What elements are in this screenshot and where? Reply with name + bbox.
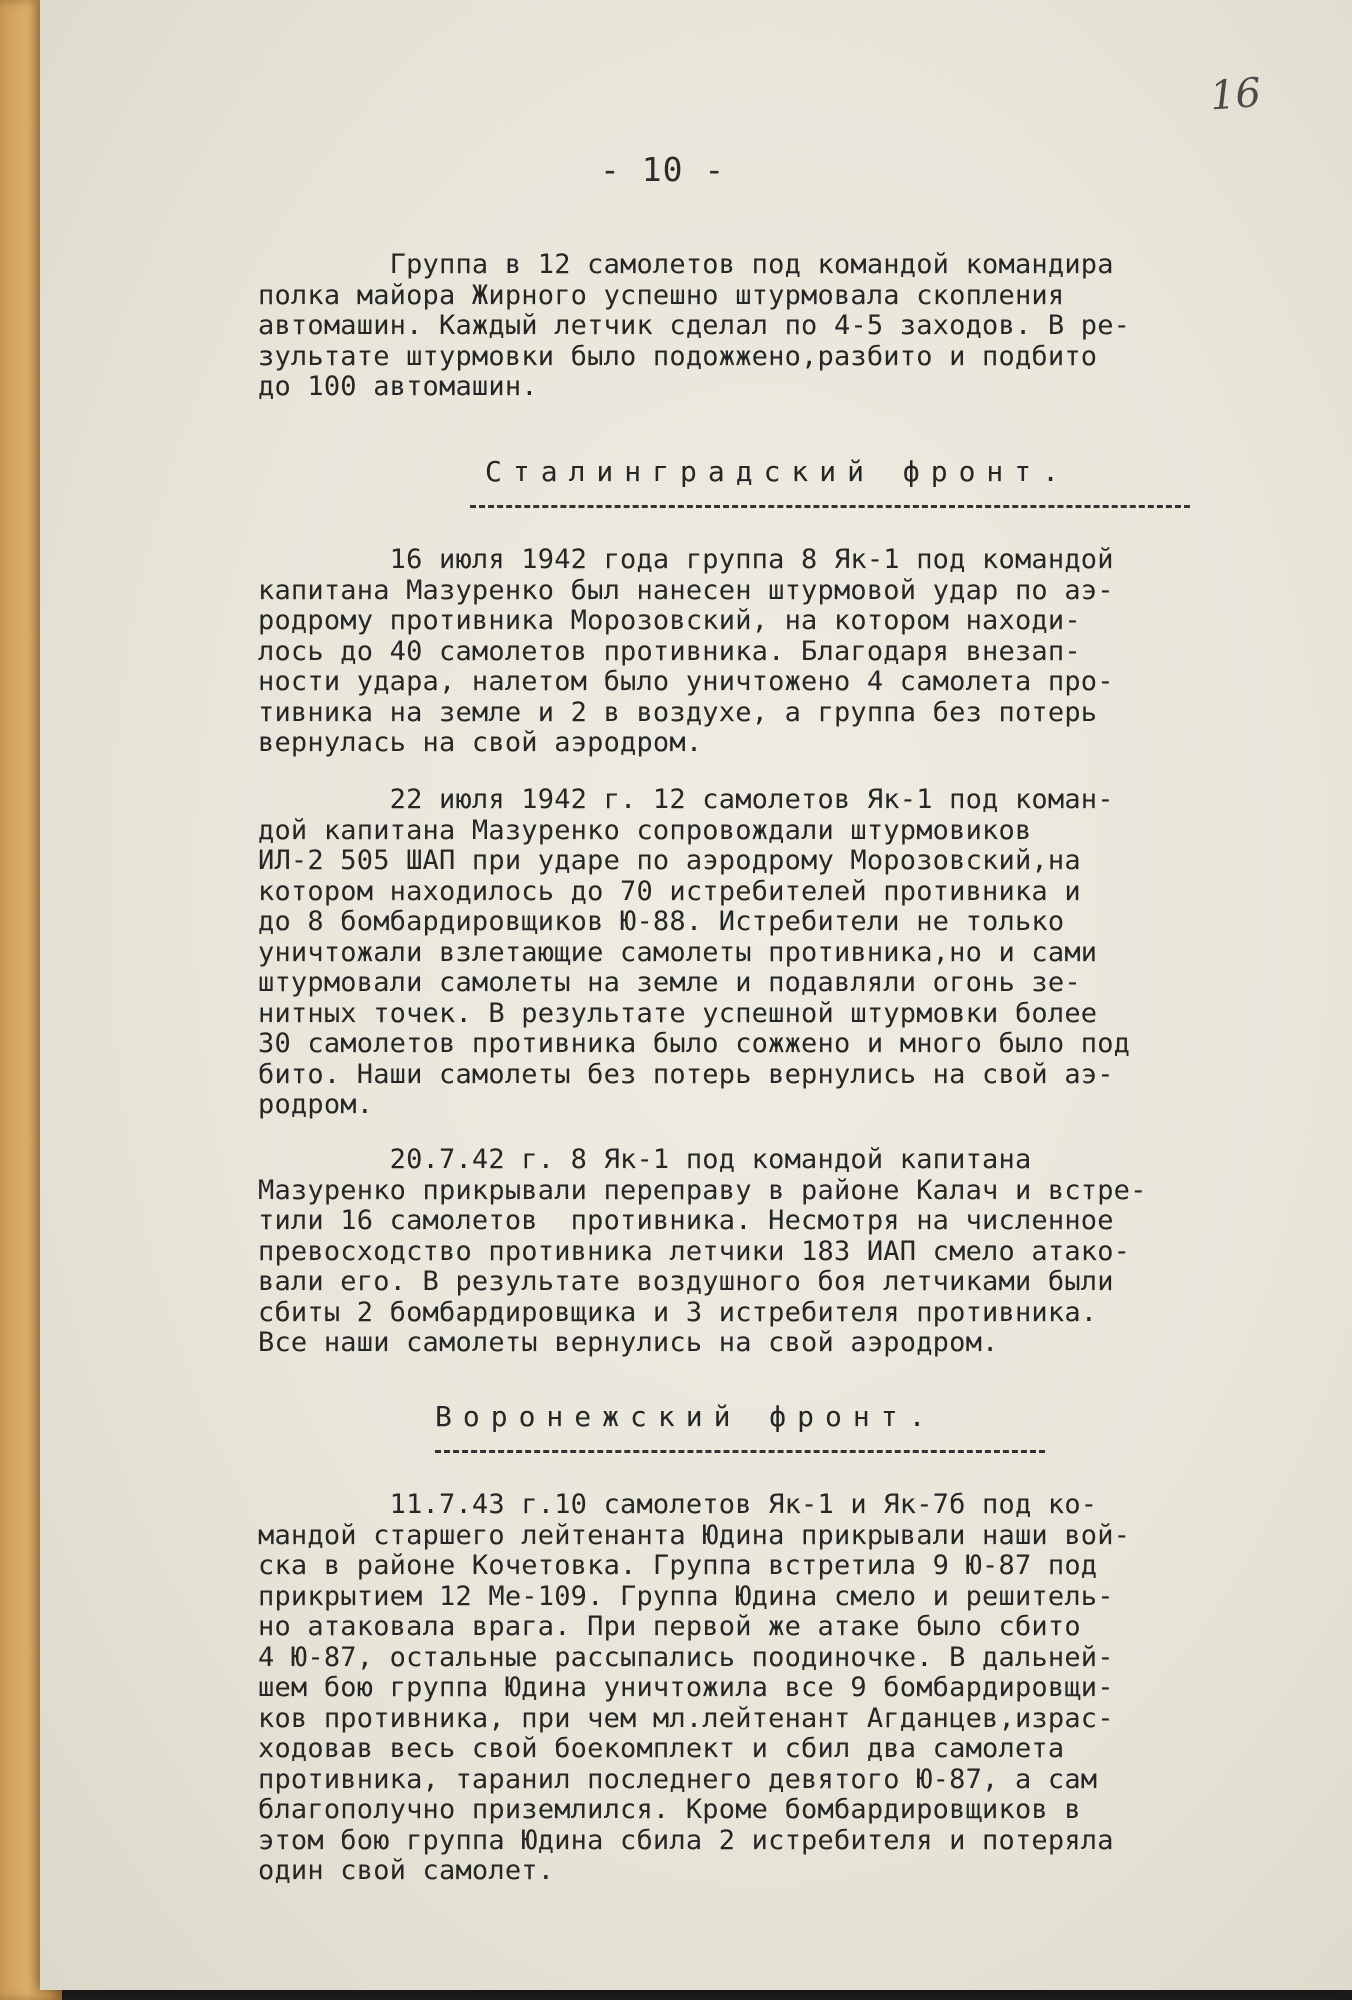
archive-sheet-number: 16: [1208, 69, 1263, 120]
document-page: [40, 0, 1352, 1990]
section-heading-voronezh: Воронежский фронт.: [435, 1400, 937, 1433]
page-number: - 10 -: [600, 150, 726, 189]
section-heading-stalingrad: Сталинградский фронт.: [485, 455, 1071, 488]
paragraph-intro: Группа в 12 самолетов под командой командира полка майора Жирного успешно штурмовала скопления автомашин. Каждый летчик сделал по 4-5 заходов. В ре- зультате штурмовки было подожжено,разбито и подбито до 100 автомашин.: [258, 249, 1131, 402]
paragraph-july-16: 16 июля 1942 года группа 8 Як-1 под командой капитана Мазуренко был нанесен штурмовой удар по аэ- родрому противника Морозовский, на котором находи- лось до 40 самолетов противника. Благодаря внезап- ности удара, налетом было уничтожено 4 самолета про- тивника на земле и 2 в воздухе, а группа без потерь вернулась на свой аэродром.: [258, 544, 1114, 758]
paragraph-july-11: 11.7.43 г.10 самолетов Як-1 и Як-7б под ко- мандой старшего лейтенанта Юдина прикрывали наши вой- ска в районе Кочетовка. Группа встретила 9 Ю-87 под прикрытием 12 Ме-109. Группа Юдина смело и решитель- но атаковала врага. При первой же атаке было сбито 4 Ю-87, остальные рассыпались поодиночке. В дальней- шем бою группа Юдина уничтожила все 9 бомбардировщи- ков противника, при чем мл.лейтенант Агданцев,израс- ходовав весь свой боекомплект и сбил два самолета противника, таранил последнего девятого Ю-87, а сам благополучно приземлился. Кроме бомбардировщиков в этом бою группа Юдина сбила 2 истребителя и потеряла один свой самолет.: [258, 1489, 1131, 1886]
paragraph-july-22: 22 июля 1942 г. 12 самолетов Як-1 под коман- дой капитана Мазуренко сопровождали штурмовиков ИЛ-2 505 ШАП при ударе по аэродрому Морозовский,на котором находилось до 70 истребителей противника и до 8 бомбардировщиков Ю-88. Истребители не только уничтожали взлетающие самолеты противника,но и сами штурмовали самолеты на земле и подавляли огонь зе- нитных точек. В результате успешной штурмовки более 30 самолетов противника было сожжено и много было под бито. Наши самолеты без потерь вернулись на свой аэ- родром.: [258, 784, 1131, 1120]
heading-underline-voronezh: [435, 1450, 1045, 1453]
paragraph-july-20: 20.7.42 г. 8 Як-1 под командой капитана Мазуренко прикрывали переправу в районе Калач и встре- тили 16 самолетов противника. Несмотря на численное превосходство противника летчики 183 ИАП смело атако- вали его. В результате воздушного боя летчиками были сбиты 2 бомбардировщика и 3 истребителя противника. Все наши самолеты вернулись на свой аэродром.: [258, 1144, 1147, 1358]
heading-underline-stalingrad: [470, 505, 1190, 508]
